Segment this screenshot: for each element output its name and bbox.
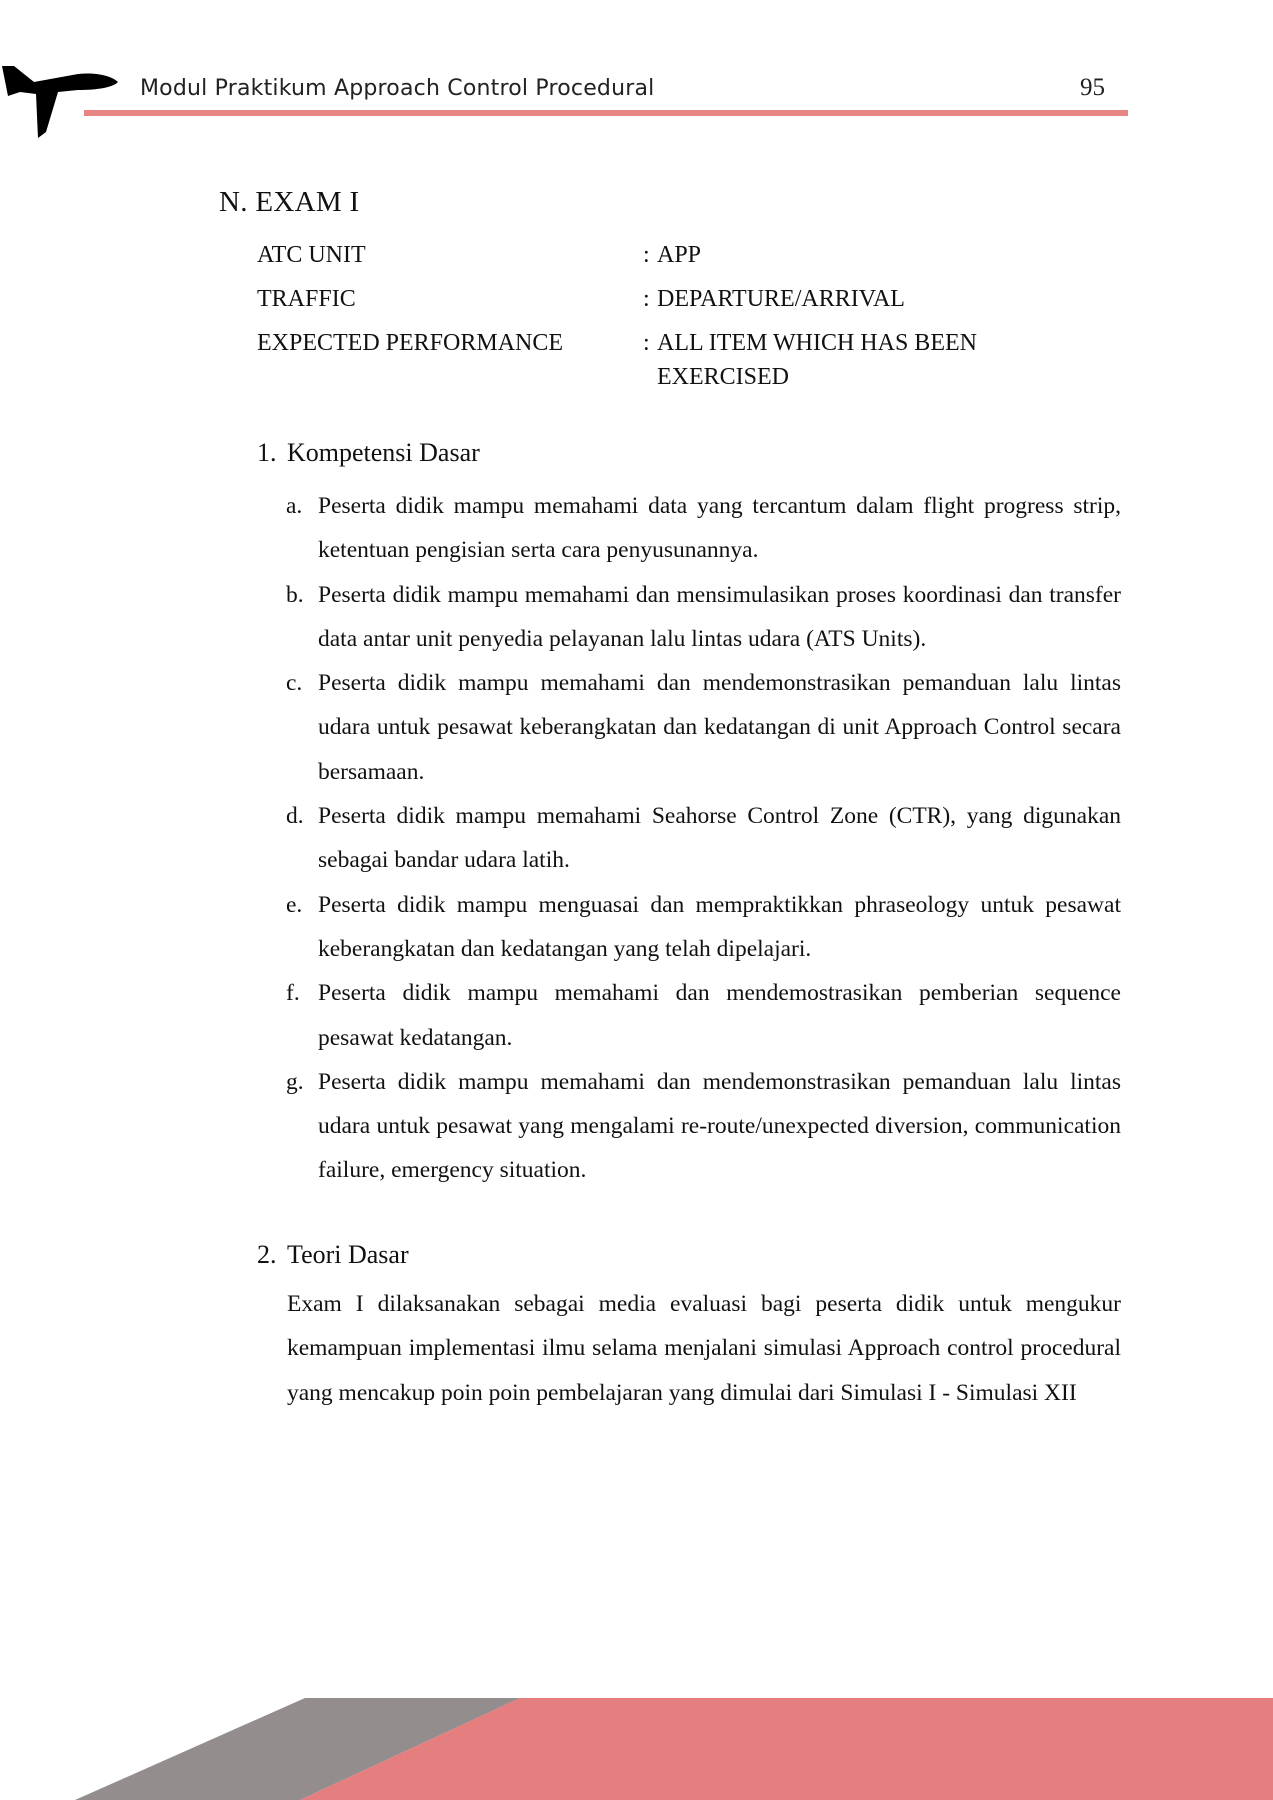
subheading-title: Teori Dasar <box>287 1240 409 1269</box>
subheading-title: Kompetensi Dasar <box>287 438 480 467</box>
info-value: DEPARTURE/ARRIVAL <box>657 286 905 312</box>
list-marker: a. <box>286 493 303 519</box>
subheading-teori-dasar <box>257 1240 409 1270</box>
list-item <box>286 794 1121 883</box>
list-item-text: Peserta didik mampu memahami Seahorse Control Zone (CTR), yang digunakan sebagai bandar udara latih. <box>318 803 1121 874</box>
airplane-icon <box>0 52 122 138</box>
teori-dasar-paragraph: Exam I dilaksanakan sebagai media evaluasi bagi peserta didik untuk mengukur kemampuan implementasi ilmu selama menjalani simulasi Approach control procedural yang mencakup poin poin pembelajaran yang dimulai dari Simulasi I - Simulasi XII <box>287 1291 1121 1406</box>
header-divider <box>84 110 1128 116</box>
list-item <box>286 661 1121 794</box>
list-item <box>286 971 1121 1060</box>
list-item-text: Peserta didik mampu memahami data yang tercantum dalam flight progress strip, ketentuan pengisian serta cara penyusunannya. <box>318 493 1121 564</box>
info-row-expected-performance <box>257 326 1137 394</box>
list-item <box>286 573 1121 662</box>
header-title: Modul Praktikum Approach Control Procedural <box>140 76 655 101</box>
list-marker: e. <box>286 891 303 918</box>
exam-info-table <box>257 238 1137 404</box>
section-title: N. EXAM I <box>219 186 360 218</box>
info-label: ATC UNIT <box>257 242 366 268</box>
info-row-traffic <box>257 282 1137 316</box>
info-colon: : <box>643 330 650 356</box>
list-marker: d. <box>286 803 304 830</box>
kompetensi-list <box>286 484 1121 1193</box>
list-item <box>286 1060 1121 1193</box>
subheading-number: 2. <box>257 1240 277 1269</box>
list-item <box>286 883 1121 972</box>
info-label: TRAFFIC <box>257 286 356 312</box>
info-row-atc-unit <box>257 238 1137 272</box>
list-marker: c. <box>286 670 303 697</box>
list-item-text: Peserta didik mampu memahami dan mendemonstrasikan pemanduan lalu lintas udara untuk pesawat keberangkatan dan kedatangan di unit Approach Control secara bersamaan. <box>318 670 1121 785</box>
info-colon: : <box>643 286 650 312</box>
page-number: 95 <box>1080 74 1105 101</box>
subheading-number: 1. <box>257 438 277 467</box>
list-item-text: Peserta didik mampu memahami dan mensimulasikan proses koordinasi dan transfer data antar unit penyedia pelayanan lalu lintas udara (ATS Units). <box>318 581 1121 652</box>
info-colon: : <box>643 242 650 268</box>
info-value: ALL ITEM WHICH HAS BEEN EXERCISED <box>657 330 977 390</box>
info-label: EXPECTED PERFORMANCE <box>257 330 564 356</box>
list-item-text: Peserta didik mampu memahami dan mendemonstrasikan pemanduan lalu lintas udara untuk pesawat yang mengalami re-route/unexpected diversion, communication failure, emergency situation. <box>318 1068 1121 1184</box>
subheading-kompetensi-dasar <box>257 438 480 468</box>
footer-decoration <box>0 1698 1273 1800</box>
list-item-text: Peserta didik mampu menguasai dan mempraktikkan phraseology untuk pesawat keberangkatan dan kedatangan yang telah dipelajari. <box>318 891 1121 962</box>
list-item-text: Peserta didik mampu memahami dan mendemostrasikan pemberian sequence pesawat kedatangan. <box>318 980 1121 1051</box>
info-value: APP <box>657 242 702 268</box>
list-marker: b. <box>286 581 304 608</box>
list-marker: g. <box>286 1068 304 1095</box>
list-item <box>286 484 1121 573</box>
list-marker: f. <box>286 980 300 1007</box>
